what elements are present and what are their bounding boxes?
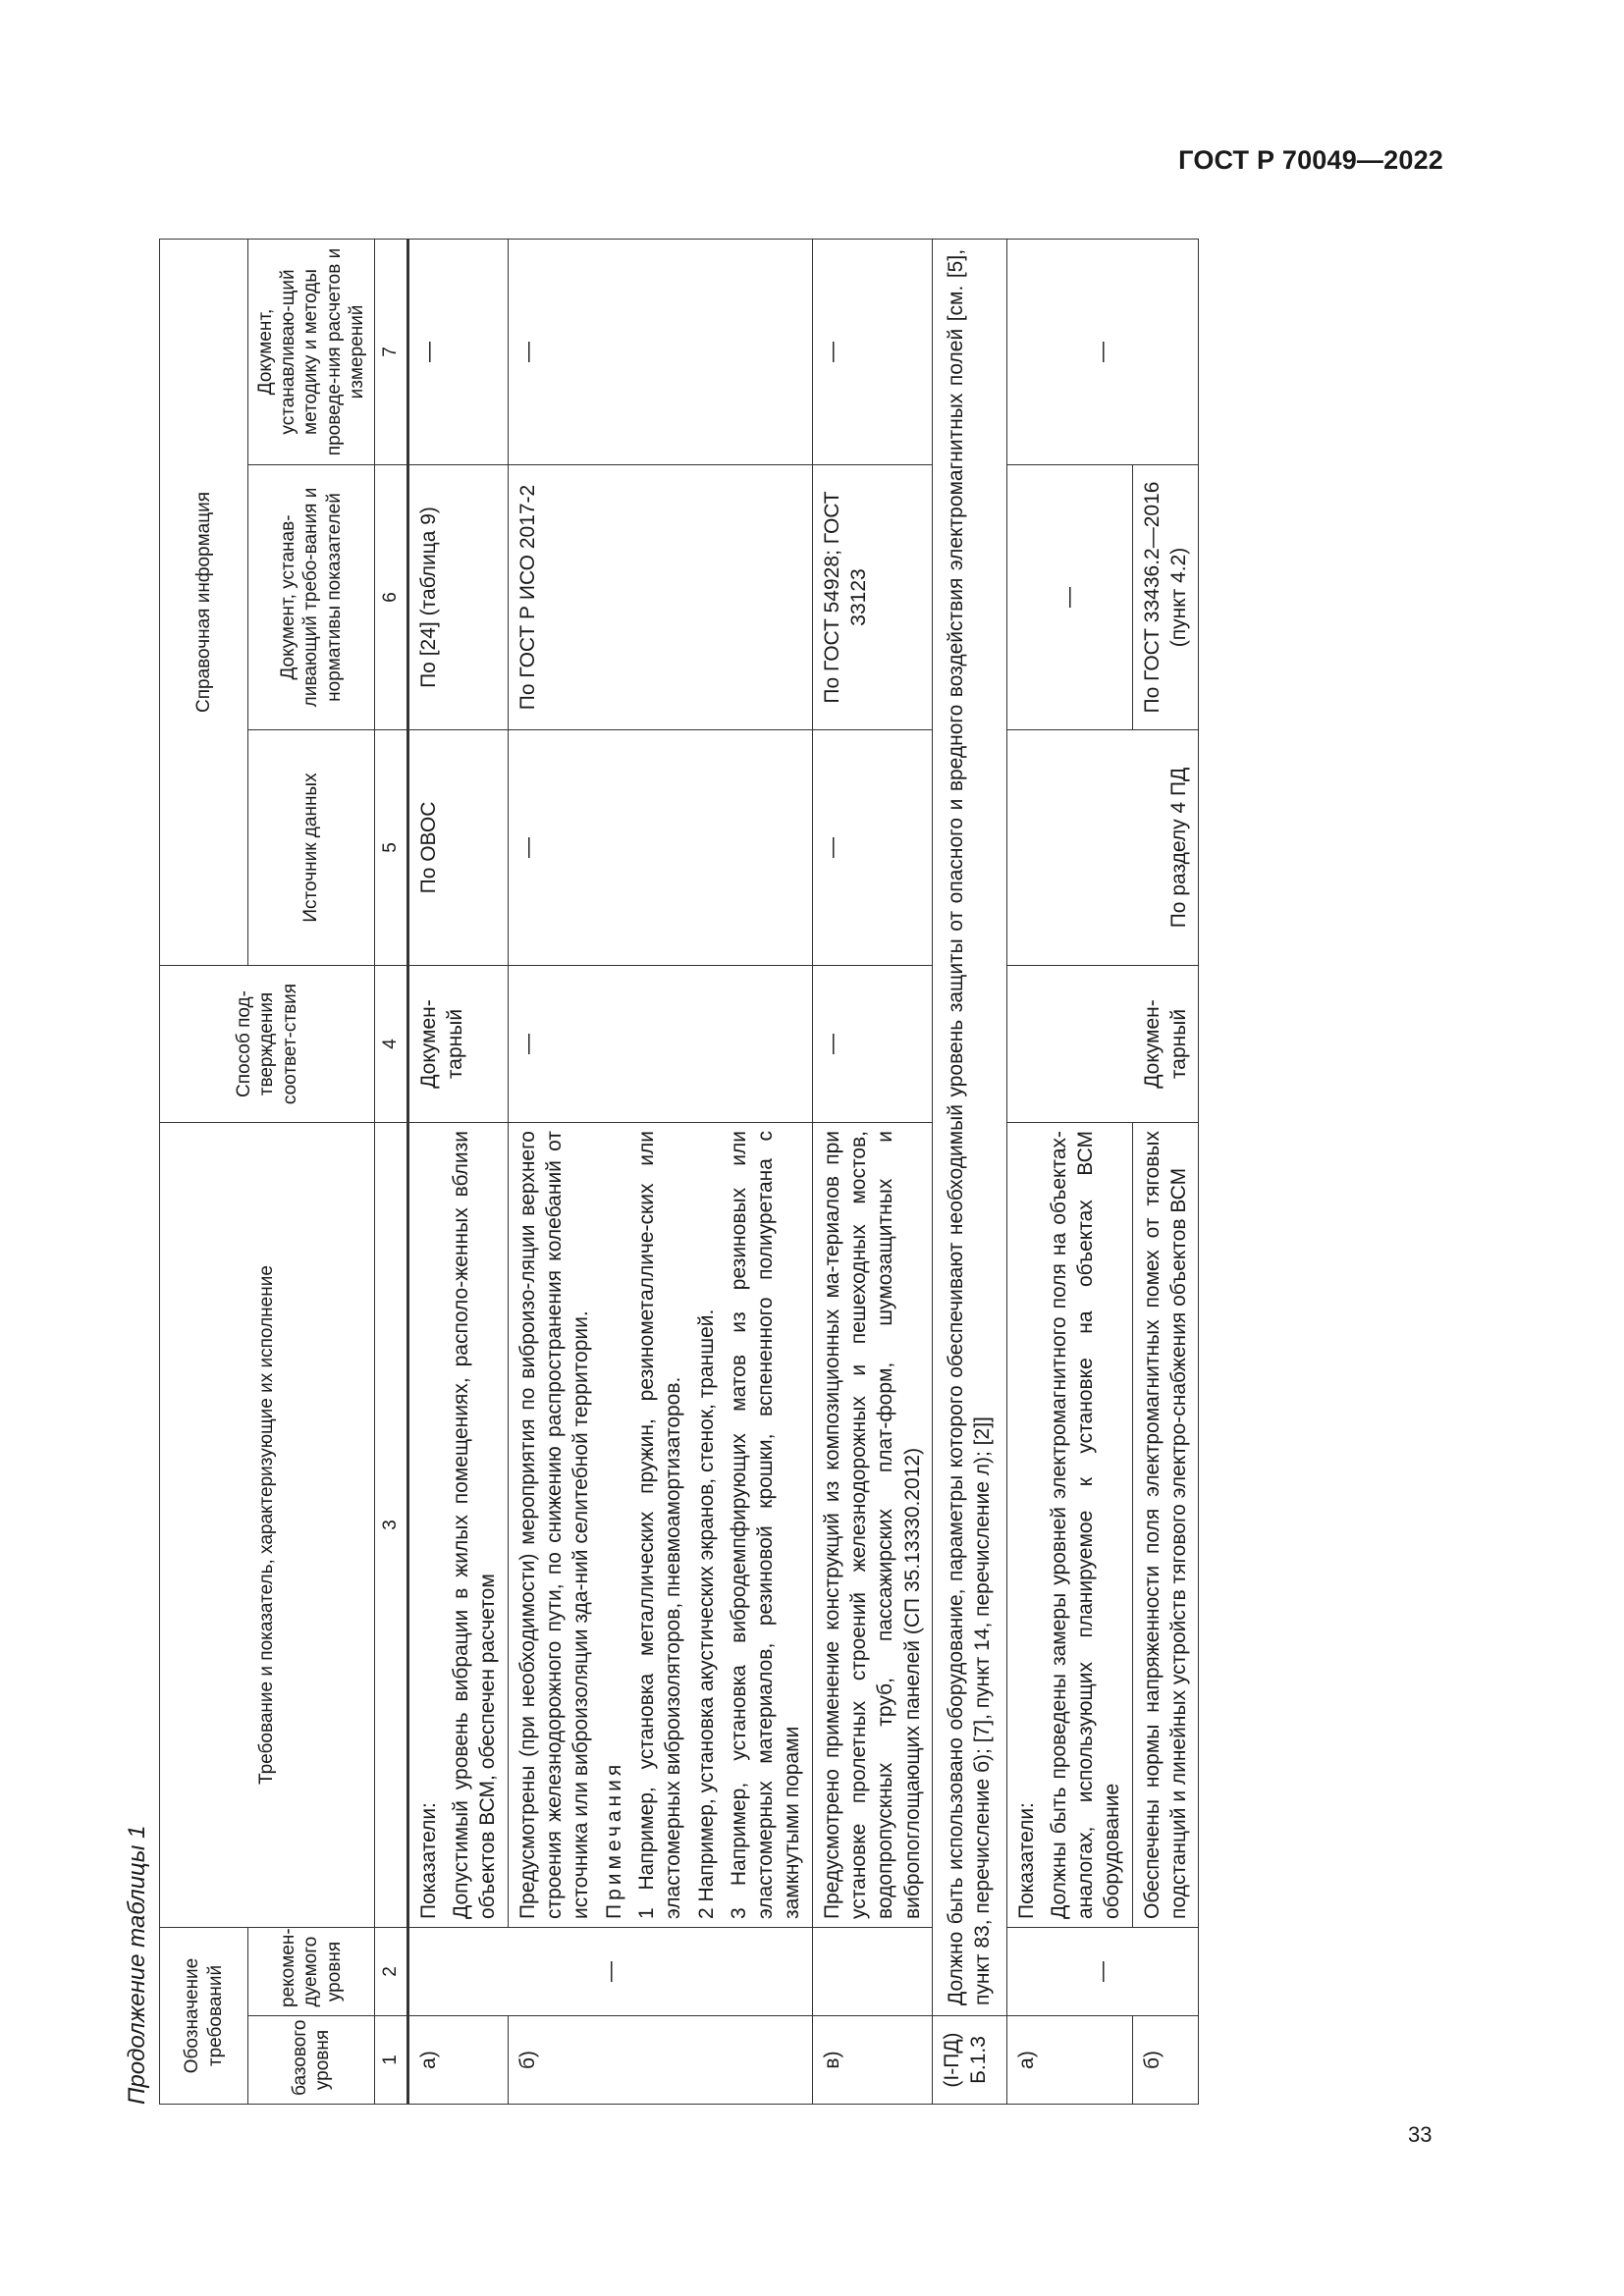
method-cell: Докумен-тарный (407, 966, 508, 1123)
requirement-cell (1132, 1123, 1199, 1928)
column-number: 4 (374, 966, 407, 1123)
source-cell: По ОВОС (407, 730, 508, 966)
row-item-label: в) (812, 2016, 932, 2105)
column-number: 7 (374, 239, 407, 464)
notes-title: Примечания (602, 1760, 625, 1919)
source-cell: По разделу 4 ПД (1006, 730, 1199, 966)
norms-document-cell: По ГОСТ 54928; ГОСТ 33123 (812, 465, 932, 730)
note-item: 2 Например, установка акустических экранов, стенок, траншей. (694, 1308, 718, 1919)
norms-document-column-header: Документ, устанав-ливающий требо-вания и нормативы показателей (248, 465, 375, 730)
table-row (1006, 239, 1132, 2104)
reference-group-header: Справочная информация (160, 239, 248, 965)
requirement-text: Обеспечены нормы напряженности поля электромагнитных помех от тяговых подстанций и линейных устройств тягового электро-снабжения объектов ВСМ (1140, 1131, 1190, 1919)
column-number: 2 (374, 1928, 407, 2016)
page-number: 33 (1408, 2122, 1433, 2147)
requirement-column-header: Требование и показатель, характеризующие их исполнение (160, 1123, 375, 1928)
requirement-text: Должны быть проведены замеры уровней электромагнитного поля на объектах-аналогах, использующих планируемое к установке на объектах ВСМ оборудование (1047, 1131, 1124, 1919)
requirement-text: Предусмотрено применение конструкций из композиционных ма-териалов при установке пролетных строений железнодорожных и пешеходных мостов, водопропускных труб, пассажирских плат-форм, шумозащитных и вибропоглощающих панелей (СП 35.13330.2012) (820, 1131, 924, 1919)
requirement-cell (508, 1123, 812, 1928)
requirements-table (159, 239, 1199, 2105)
norms-document-cell: — (1006, 465, 1132, 730)
table-row (1132, 239, 1199, 2104)
note-item: 1 Например, установка металлических пружин, резинометалличе-ских или эластомерных виброизоляторов, пневмоамортизаторов. (634, 1131, 685, 1919)
recommended-level-cell: — (407, 1928, 812, 2016)
requirement-cell (812, 1123, 932, 1928)
column-number: 5 (374, 730, 407, 966)
table-continuation-label: Продолжение таблицы 1 (124, 1825, 150, 2105)
row-item-label: б) (1132, 2016, 1199, 2105)
requirement-cell (1006, 1123, 1132, 1928)
method-document-cell: — (1006, 239, 1199, 464)
requirement-cell (407, 1123, 508, 1928)
table-row (812, 239, 932, 2104)
designation-group-header: Обозначение требований (160, 1928, 248, 2105)
norms-document-cell: По [24] (таблица 9) (407, 465, 508, 730)
method-document-cell: — (407, 239, 508, 464)
note-item: 3 Например, установка вибродемпфирующих матов из резиновых или эластомерных материалов, резиновой крошки, вспененного полиуретана с замкнутыми порами (727, 1131, 804, 1919)
source-cell: — (812, 730, 932, 966)
method-document-column-header: Документ, устанавливаю-щий методику и методы проведе-ния расчетов и измерений (248, 239, 375, 464)
column-number: 1 (374, 2016, 407, 2105)
requirement-text: Предусмотрены (при необходимости) мероприятия по виброизо-ляции верхнего строения железнодорожного пути, по снижению распространения колебаний от источника или виброизоляции зда-ний селитебной территории. (515, 1131, 593, 1919)
requirement-code: (I-ПД) Б.1.3 (932, 2016, 1006, 2105)
table-row (508, 239, 812, 2104)
recommended-level-column-header: рекомен-дуемого уровня (248, 1928, 375, 2016)
recommended-level-cell: — (1006, 1928, 1199, 2016)
method-cell: — (508, 966, 812, 1123)
row-item-label: а) (407, 2016, 508, 2105)
method-document-cell: — (508, 239, 812, 464)
norms-document-cell: По ГОСТ 33436.2—2016 (пункт 4.2) (1132, 465, 1199, 730)
column-number: 3 (374, 1123, 407, 1928)
row-item-label: б) (508, 2016, 812, 2105)
base-level-column-header: базового уровня (248, 2016, 375, 2105)
indicators-lead: Показатели: (416, 1802, 440, 1919)
norms-document-cell: По ГОСТ Р ИСО 2017-2 (508, 465, 812, 730)
row-item-label: а) (1006, 2016, 1132, 2105)
section-requirement-text: Должно быть использовано оборудование, параметры которого обеспечивают необходимый уровень защиты от опасного и вредного воздействия электромагнитных полей [см. [5], пункт 83, перечисление б); [7], пункт 14, перечисление л); [2]] (932, 239, 1006, 2015)
source-column-header: Источник данных (248, 730, 375, 966)
document-header: ГОСТ Р 70049—2022 (1178, 145, 1443, 175)
table-header-row (160, 239, 248, 2104)
method-column-header: Способ под-тверждения соответ-ствия (160, 966, 375, 1123)
requirement-text: Допустимый уровень вибрации в жилых помещениях, располо-женных вблизи объектов ВСМ, обеспечен расчетом (450, 1131, 500, 1919)
recommended-level-cell (812, 1928, 932, 2016)
method-cell: Докумен-тарный (1006, 966, 1199, 1123)
indicators-lead: Показатели: (1014, 1802, 1038, 1919)
method-cell: — (812, 966, 932, 1123)
section-row (932, 239, 1006, 2104)
table-row (407, 239, 508, 2104)
rotated-page-content (118, 220, 1414, 2105)
column-number-row (374, 239, 407, 2104)
source-cell: — (508, 730, 812, 966)
column-number: 6 (374, 465, 407, 730)
method-document-cell: — (812, 239, 932, 464)
